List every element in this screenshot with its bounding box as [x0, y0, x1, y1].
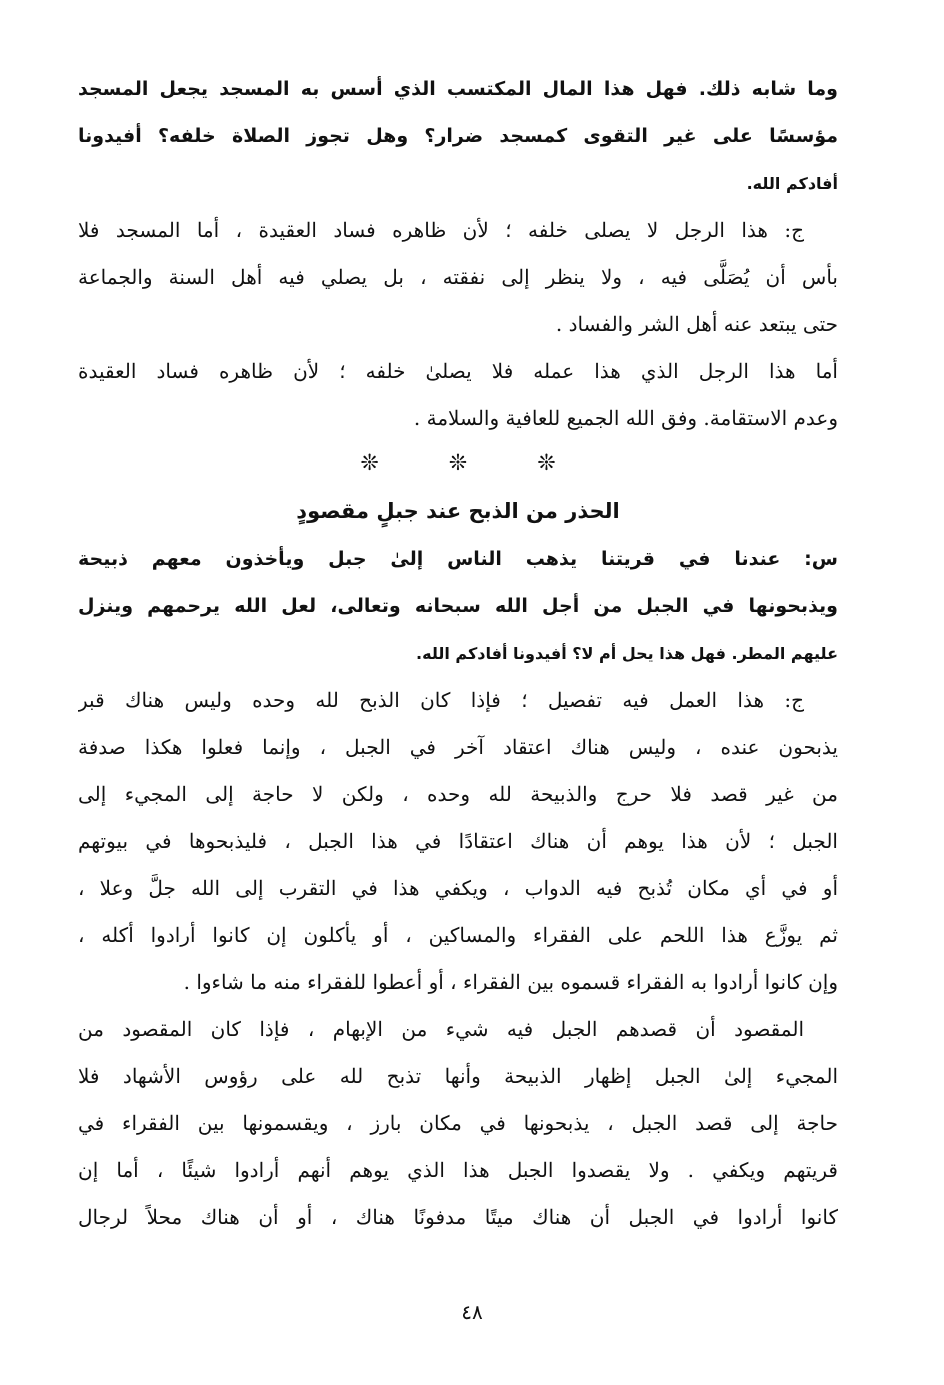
text-line: وعدم الاستقامة. وفق الله الجميع للعافية والسلامة .: [413, 406, 838, 430]
separator-star-icon: ❊: [360, 451, 379, 476]
section-separator: [78, 442, 838, 486]
separator-star-icon: ❊: [537, 451, 556, 476]
text-line: وإن كانوا أرادوا به الفقراء قسموه بين الفقراء ، أو أعطوا للفقراء منه ما شاءوا .: [183, 970, 838, 994]
text-line: حاجة إلى قصد الجبل ، يذبحونها في مكان بارز ، ويقسمونها بين الفقراء في: [78, 1111, 838, 1135]
text-line: س: عندنا في قريتنا يذهب الناس إلىٰ جبل ويأخذون معهم ذبيحة: [78, 548, 838, 570]
question-continuation: [78, 66, 838, 207]
page-number: ٤٨: [461, 1300, 483, 1324]
text-line: المجيء إلىٰ الجبل إظهار الذبيحة وأنها تذبح لله على رؤوس الأشهاد فلا: [78, 1064, 838, 1088]
text-line: ثم يوزَّع هذا اللحم على الفقراء والمساكين ، أو يأكلون إن كانوا أرادوا أكله ،: [78, 923, 838, 947]
answer-paragraph: [78, 348, 838, 442]
text-line: ويذبحونها في الجبل من أجل الله سبحانه وتعالى، لعل الله يرحمهم وينزل: [78, 595, 838, 617]
text-line: عليهم المطر. فهل هذا يحل أم لا؟ أفيدونا أفادكم الله.: [416, 644, 838, 663]
text-line: بأس أن يُصَلَّى فيه ، ولا ينظر إلى نفقته ، بل يصلي فيه أهل السنة والجماعة: [78, 265, 838, 289]
text-line: أما هذا الرجل الذي هذا عمله فلا يصلىٰ خلفه ؛ لأن ظاهره فساد العقيدة: [78, 359, 838, 383]
answer-paragraph: [78, 1006, 838, 1241]
answer-paragraph: [78, 207, 838, 348]
text-line: وما شابه ذلك. فهل هذا المال المكتسب الذي أسس به المسجد يجعل المسجد: [78, 78, 838, 100]
text-line: ج: هذا العمل فيه تفصيل ؛ فإذا كان الذبح لله وحده وليس هناك قبر: [78, 688, 804, 712]
text-line: قريتهم ويكفي . ولا يقصدوا الجبل هذا الذي يوهم أنهم أرادوا شيئًا ، أما إن: [78, 1158, 838, 1182]
text-line: مؤسسًا على غير التقوى كمسجد ضرار؟ وهل تجوز الصلاة خلفه؟ أفيدونا: [78, 125, 838, 147]
page-content: [78, 66, 838, 1241]
text-line: من غير قصد فلا حرج والذبيحة لله وحده ، ولكن لا حاجة إلى المجيء إلى: [78, 782, 838, 806]
text-line: أو في أي مكان تُذبح فيه الدواب ، ويكفي هذا في التقرب إلى الله جلَّ وعلا ،: [78, 876, 838, 900]
question-paragraph: [78, 536, 838, 677]
text-line: المقصود أن قصدهم الجبل فيه شيء من الإبهام ، فإذا كان المقصود من: [78, 1017, 804, 1041]
text-line: ج: هذا الرجل لا يصلى خلفه ؛ لأن ظاهره فساد العقيدة ، أما المسجد فلا: [78, 218, 804, 242]
answer-paragraph: [78, 677, 838, 1006]
text-line: الجبل ؛ لأن هذا يوهم أن هناك اعتقادًا في هذا الجبل ، فليذبحوها في بيوتهم: [78, 829, 838, 853]
text-line: كانوا أرادوا في الجبل أن هناك ميتًا مدفونًا هناك ، أو أن هناك محلاً لرجال: [78, 1205, 838, 1229]
text-line: يذبحون عنده ، وليس هناك اعتقاد آخر في الجبل ، وإنما فعلوا هكذا صدفة: [78, 735, 838, 759]
section-heading: الحذر من الذبح عند جبلٍ مقصودٍ: [296, 499, 620, 523]
separator-star-icon: ❊: [448, 451, 468, 476]
text-line: أفادكم الله.: [746, 174, 838, 193]
text-line: حتى يبتعد عنه أهل الشر والفساد .: [555, 312, 838, 336]
